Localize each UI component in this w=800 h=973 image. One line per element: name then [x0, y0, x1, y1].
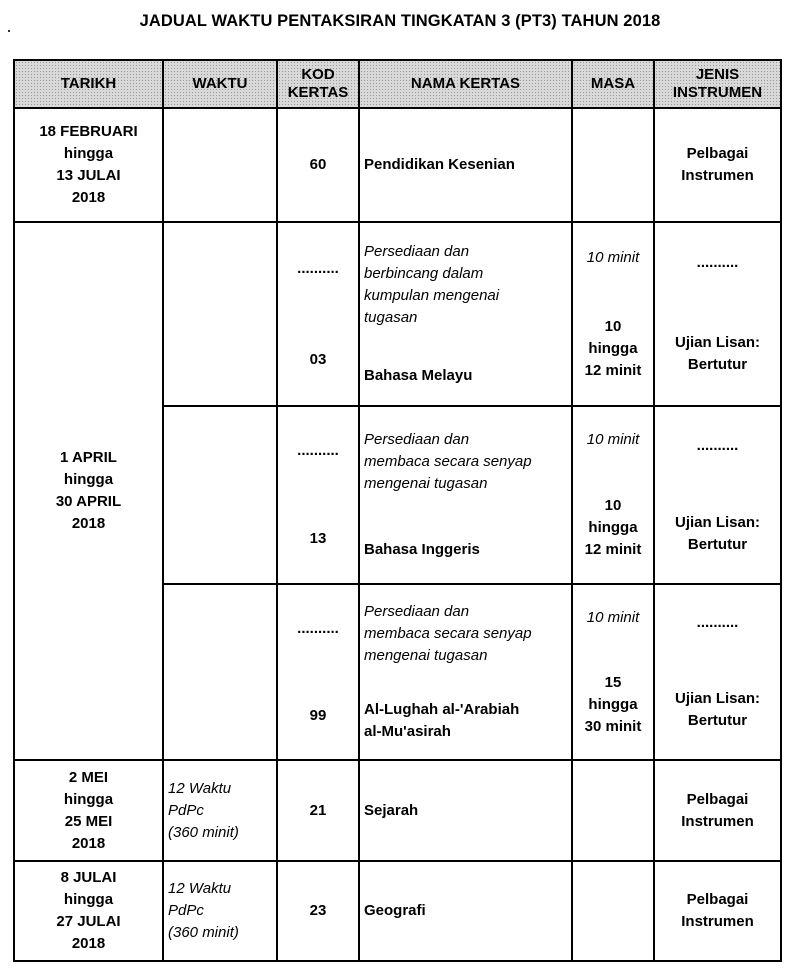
cell-kod-geografi: 23 — [277, 861, 359, 961]
jenis-line: Pelbagai — [686, 891, 749, 908]
cell-jenis-ar — [654, 584, 781, 760]
tarikh-line: hingga — [63, 891, 114, 908]
cell-jenis-sejarah — [654, 760, 781, 861]
masa-value — [577, 495, 649, 561]
prep-line: berbincang dalam — [364, 265, 484, 282]
waktu-line: PdPc — [168, 902, 204, 919]
jenis-value — [659, 512, 776, 556]
prep-line: membaca secara senyap — [364, 453, 532, 470]
prep-nama — [364, 601, 567, 667]
header-masa: MASA — [572, 60, 654, 108]
cell-tarikh-geografi — [14, 861, 163, 961]
tarikh-line: hingga — [63, 471, 114, 488]
cell-kod-bi — [277, 406, 359, 584]
table-row-bahasa-melayu — [14, 222, 781, 406]
tarikh-line: 2018 — [71, 935, 106, 952]
header-nama-kertas: NAMA KERTAS — [359, 60, 572, 108]
kod-value: 99 — [309, 706, 327, 724]
waktu-line: PdPc — [168, 801, 204, 819]
jenis-line: Ujian Lisan: — [674, 334, 760, 351]
cell-jenis-bm — [654, 222, 781, 406]
header-jenis-instrumen — [654, 60, 781, 108]
prep-line: kumpulan mengenai — [364, 287, 500, 304]
nama-line: Al-Lughah al-'Arabiah — [364, 701, 520, 718]
table-row-geografi — [14, 861, 781, 961]
prep-line: Persediaan dan — [364, 603, 470, 620]
prep-line: tugasan — [364, 309, 418, 326]
waktu-line: 12 Waktu — [168, 779, 232, 797]
tarikh-line: 2018 — [71, 834, 106, 852]
masa-value — [577, 316, 649, 382]
nama-value: Bahasa Inggeris — [364, 541, 480, 558]
prep-masa: 10 minit — [586, 608, 640, 626]
nama-line: al-Mu'asirah — [364, 723, 451, 740]
masa-line: 10 — [604, 497, 622, 514]
prep-line: Persediaan dan — [364, 431, 470, 448]
prep-jenis: .......... — [696, 614, 739, 631]
prep-masa: 10 minit — [586, 248, 640, 266]
cell-kod-sejarah: 21 — [277, 760, 359, 861]
jenis-line: Pelbagai — [686, 790, 749, 808]
header-row — [14, 60, 781, 108]
header-jenis-line2: INSTRUMEN — [672, 84, 763, 101]
kod-value: 13 — [309, 530, 327, 547]
cell-jenis-bi — [654, 406, 781, 584]
masa-line: 12 minit — [584, 541, 642, 558]
kod-value: 03 — [309, 350, 327, 368]
masa-line: 12 minit — [584, 361, 642, 379]
cell-waktu-bm — [163, 222, 277, 406]
waktu-line: 12 Waktu — [168, 880, 232, 897]
nama-value: Bahasa Melayu — [364, 367, 473, 384]
tarikh-line: 2018 — [71, 515, 106, 532]
prep-kod: .......... — [297, 442, 339, 459]
cell-tarikh-sejarah — [14, 760, 163, 861]
cell-jenis-geografi — [654, 861, 781, 961]
tarikh-line: hingga — [63, 145, 114, 162]
jenis-line: Bertutur — [687, 535, 748, 553]
prep-jenis: .......... — [696, 254, 739, 271]
cell-kod-kesenian: 60 — [277, 108, 359, 222]
prep-nama — [364, 429, 567, 495]
jenis-line: Pelbagai — [686, 145, 749, 162]
tarikh-line: 1 APRIL — [60, 449, 117, 466]
cell-nama-bm — [359, 222, 572, 406]
prep-line: Persediaan dan — [364, 243, 470, 260]
masa-line: hingga — [588, 695, 638, 713]
cell-masa-geografi — [572, 861, 654, 961]
cell-nama-kesenian: Pendidikan Kesenian — [359, 108, 572, 222]
prep-line: mengenai tugasan — [364, 647, 488, 664]
cell-waktu-geografi — [163, 861, 277, 961]
tarikh-line: hingga — [63, 790, 114, 808]
prep-jenis: .......... — [696, 436, 739, 454]
prep-kod: .......... — [297, 619, 339, 637]
tarikh-line: 18 FEBRUARI — [39, 123, 138, 140]
jenis-line: Bertutur — [687, 356, 748, 373]
tarikh-line: 2 MEI — [68, 768, 109, 786]
tarikh-line: 27 JULAI — [56, 913, 121, 930]
cell-masa-kesenian — [572, 108, 654, 222]
cell-nama-sejarah: Sejarah — [359, 760, 572, 861]
cell-waktu-sejarah — [163, 760, 277, 861]
table-row-kesenian — [14, 108, 781, 222]
page-title: JADUAL WAKTU PENTAKSIRAN TINGKATAN 3 (PT3) TAHUN 2018 — [139, 12, 661, 30]
tarikh-line: 2018 — [71, 189, 106, 206]
cell-masa-bm — [572, 222, 654, 406]
masa-line: hingga — [588, 339, 638, 357]
cell-masa-bi — [572, 406, 654, 584]
cell-waktu-kesenian — [163, 108, 277, 222]
prep-line: mengenai tugasan — [364, 475, 488, 492]
prep-nama — [364, 241, 567, 329]
timetable — [13, 59, 782, 962]
jenis-line: Instrumen — [681, 812, 754, 830]
cell-tarikh-kesenian — [14, 108, 163, 222]
header-tarikh: TARIKH — [14, 60, 163, 108]
jenis-line: Ujian Lisan: — [674, 690, 760, 707]
jenis-line: Bertutur — [687, 712, 748, 729]
header-waktu: WAKTU — [163, 60, 277, 108]
cell-kod-bm — [277, 222, 359, 406]
cell-jenis-kesenian — [654, 108, 781, 222]
masa-line: 15 — [604, 673, 622, 691]
prep-kod: .......... — [297, 259, 339, 277]
table-row-sejarah — [14, 760, 781, 861]
masa-value — [577, 672, 649, 738]
waktu-line: (360 minit) — [168, 823, 239, 841]
header-kod-kertas — [277, 60, 359, 108]
cell-waktu-ar — [163, 584, 277, 760]
jenis-line: Ujian Lisan: — [674, 513, 760, 531]
waktu-line: (360 minit) — [168, 924, 239, 941]
cell-masa-ar — [572, 584, 654, 760]
header-kod-line1: KOD — [301, 66, 335, 83]
cell-kod-ar — [277, 584, 359, 760]
jenis-value — [659, 332, 776, 376]
tarikh-line: 30 APRIL — [55, 493, 122, 510]
cell-masa-sejarah — [572, 760, 654, 861]
jenis-line: Instrumen — [681, 167, 754, 184]
cell-tarikh-april — [14, 222, 163, 760]
masa-line: 10 — [604, 317, 622, 335]
masa-line: hingga — [588, 519, 638, 536]
header-jenis-line1: JENIS — [695, 66, 740, 83]
masa-line: 30 minit — [584, 717, 642, 735]
cell-nama-bi — [359, 406, 572, 584]
header-kod-line2: KERTAS — [287, 84, 349, 101]
jenis-line: Instrumen — [681, 913, 754, 930]
nama-value — [364, 699, 567, 743]
cell-nama-ar — [359, 584, 572, 760]
cell-nama-geografi: Geografi — [359, 861, 572, 961]
cell-waktu-bi — [163, 406, 277, 584]
prep-masa: 10 minit — [586, 431, 640, 448]
tarikh-line: 13 JULAI — [56, 167, 121, 184]
tarikh-line: 25 MEI — [64, 812, 113, 830]
jenis-value — [659, 688, 776, 732]
tarikh-line: 8 JULAI — [60, 869, 117, 886]
prep-line: membaca secara senyap — [364, 625, 532, 642]
